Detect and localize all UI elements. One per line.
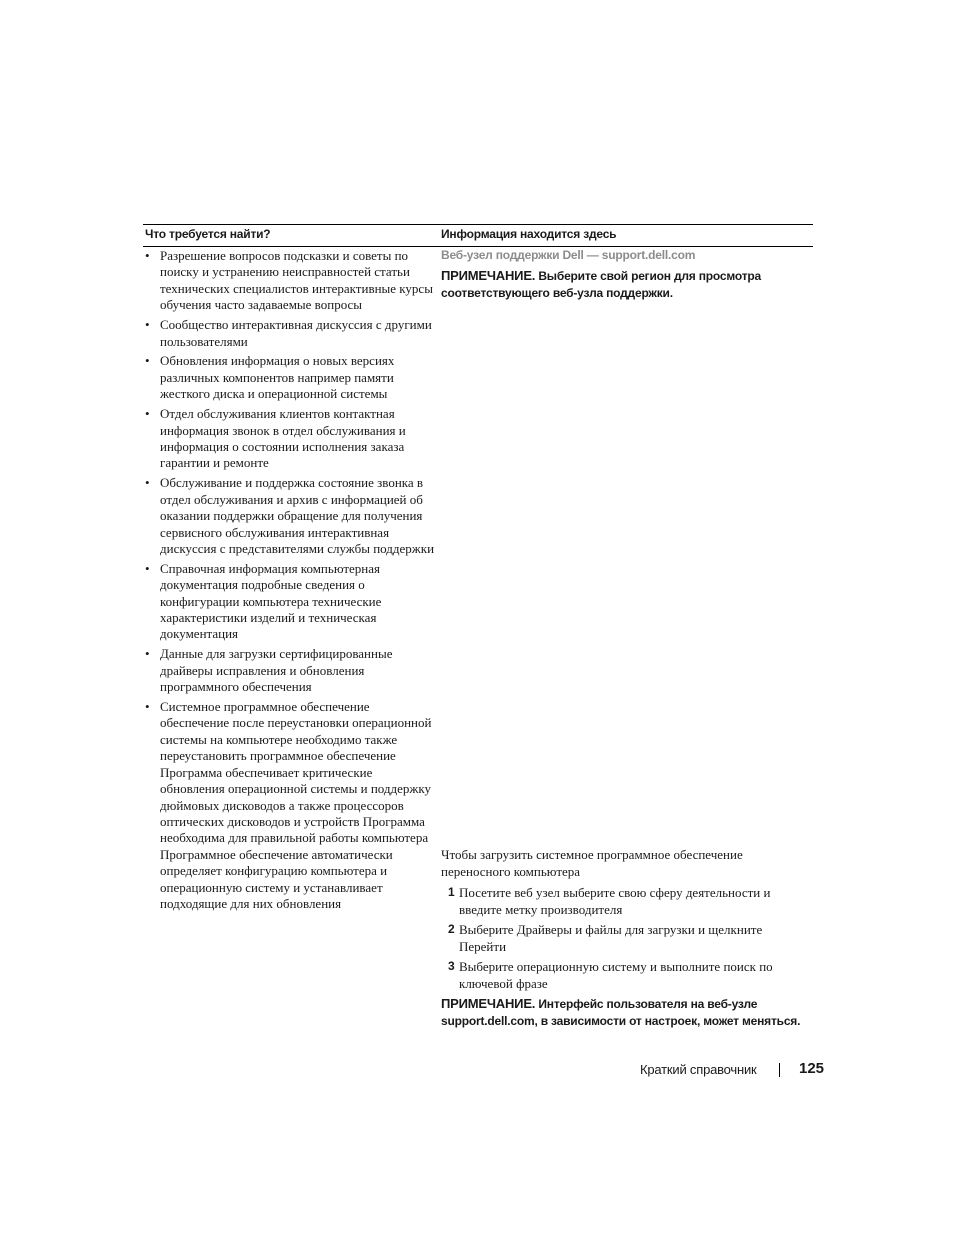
list-item — [145, 317, 437, 350]
table-top-rule — [143, 224, 813, 225]
list-item-text: Данные для загрузки сертифицированные драйверы исправления и обновления программного обеспечения — [160, 646, 393, 695]
list-item — [145, 353, 437, 402]
footer-separator — [779, 1063, 780, 1077]
step-text: Выберите Драйверы и файлы для загрузки и щелкните Перейти — [459, 922, 763, 954]
table-header-rule — [143, 246, 813, 247]
bullet: • — [145, 353, 150, 369]
note-interface — [441, 995, 821, 1030]
list-item-text: Разрешение вопросов подсказки и советы по поиску и устранению неисправностей статьи технических специалистов интерактивные курсы обучения часто задаваемые вопросы — [160, 248, 433, 313]
list-item-text: Обновления информация о новых версиях различных компонентов например памяти жесткого диска и операционной системы — [160, 353, 395, 402]
step-item — [448, 958, 808, 992]
list-item-text: Справочная информация компьютерная документация подробные сведения о конфигурации компьютера технические характеристики изделий и техническая документация — [160, 560, 382, 642]
list-item — [145, 475, 437, 557]
list-item-text: Отдел обслуживания клиентов контактная информация звонок в отдел обслуживания и информация о состоянии исполнения заказа гарантии и ремонте — [160, 406, 406, 471]
bullet: • — [145, 560, 150, 576]
list-item-text: Обслуживание и поддержка состояние звонка в отдел обслуживания и архив с информацией об оказании поддержки обращение для получения сервисного обслуживания интерактивная дискуссия с представителями службы поддержки — [160, 475, 435, 556]
note-text: Выберите свой регион для просмотра соответствующего веб-узла поддержки. — [441, 269, 761, 300]
note-label: ПРИМЕЧАНИЕ. — [441, 268, 536, 283]
download-intro: Чтобы загрузить системное программное обеспечение переносного компьютера — [441, 847, 743, 879]
step-text: Посетите веб узел выберите свою сферу деятельности и введите метку производителя — [459, 885, 771, 917]
step-number: 1 — [448, 885, 455, 899]
bullet: • — [145, 699, 150, 715]
support-site-link[interactable]: Веб-узел поддержки Dell — support.dell.com — [441, 248, 696, 262]
list-item-text: Системное программное обеспечение обеспечение после переустановки операционной системы на компьютере необходимо также переустановить программное обеспечение Программа обеспечивает критические обновления операционной системы и поддержку дюймовых дисководов а также процессоров оптических дисководов и устройств Программа необходима для правильной работы компьютера Программное обеспечение автоматически определяет конфигурацию компьютера и операционную систему и устанавливает подходящие для них обновления — [160, 699, 432, 911]
step-text: Выберите операционную систему и выполните поиск по ключевой фразе — [459, 959, 773, 991]
bullet: • — [145, 646, 150, 662]
list-item — [145, 561, 437, 643]
step-item — [448, 921, 808, 955]
download-steps — [448, 884, 808, 995]
list-item — [145, 406, 437, 472]
column-header-right: Информация находится здесь — [441, 227, 617, 241]
step-number: 2 — [448, 922, 455, 936]
list-item-text: Сообщество интерактивная дискуссия с другими пользователями — [160, 317, 432, 349]
note-text: Интерфейс пользователя на веб-узле support.dell.com, в зависимости от настроек, может меняться. — [441, 997, 801, 1028]
bullet: • — [145, 406, 150, 422]
step-number: 3 — [448, 959, 455, 973]
step-item — [448, 884, 808, 918]
list-item — [145, 699, 437, 912]
note-label: ПРИМЕЧАНИЕ. — [441, 996, 536, 1011]
list-item — [145, 248, 437, 314]
footer-title: Краткий справочник — [640, 1062, 757, 1077]
list-item — [145, 646, 437, 695]
note-region — [441, 267, 821, 302]
bullet: • — [145, 248, 150, 263]
topics-list — [145, 248, 437, 916]
bullet: • — [145, 475, 150, 491]
column-header-left: Что требуется найти? — [145, 227, 271, 241]
page-number: 125 — [799, 1060, 825, 1077]
bullet: • — [145, 317, 150, 333]
